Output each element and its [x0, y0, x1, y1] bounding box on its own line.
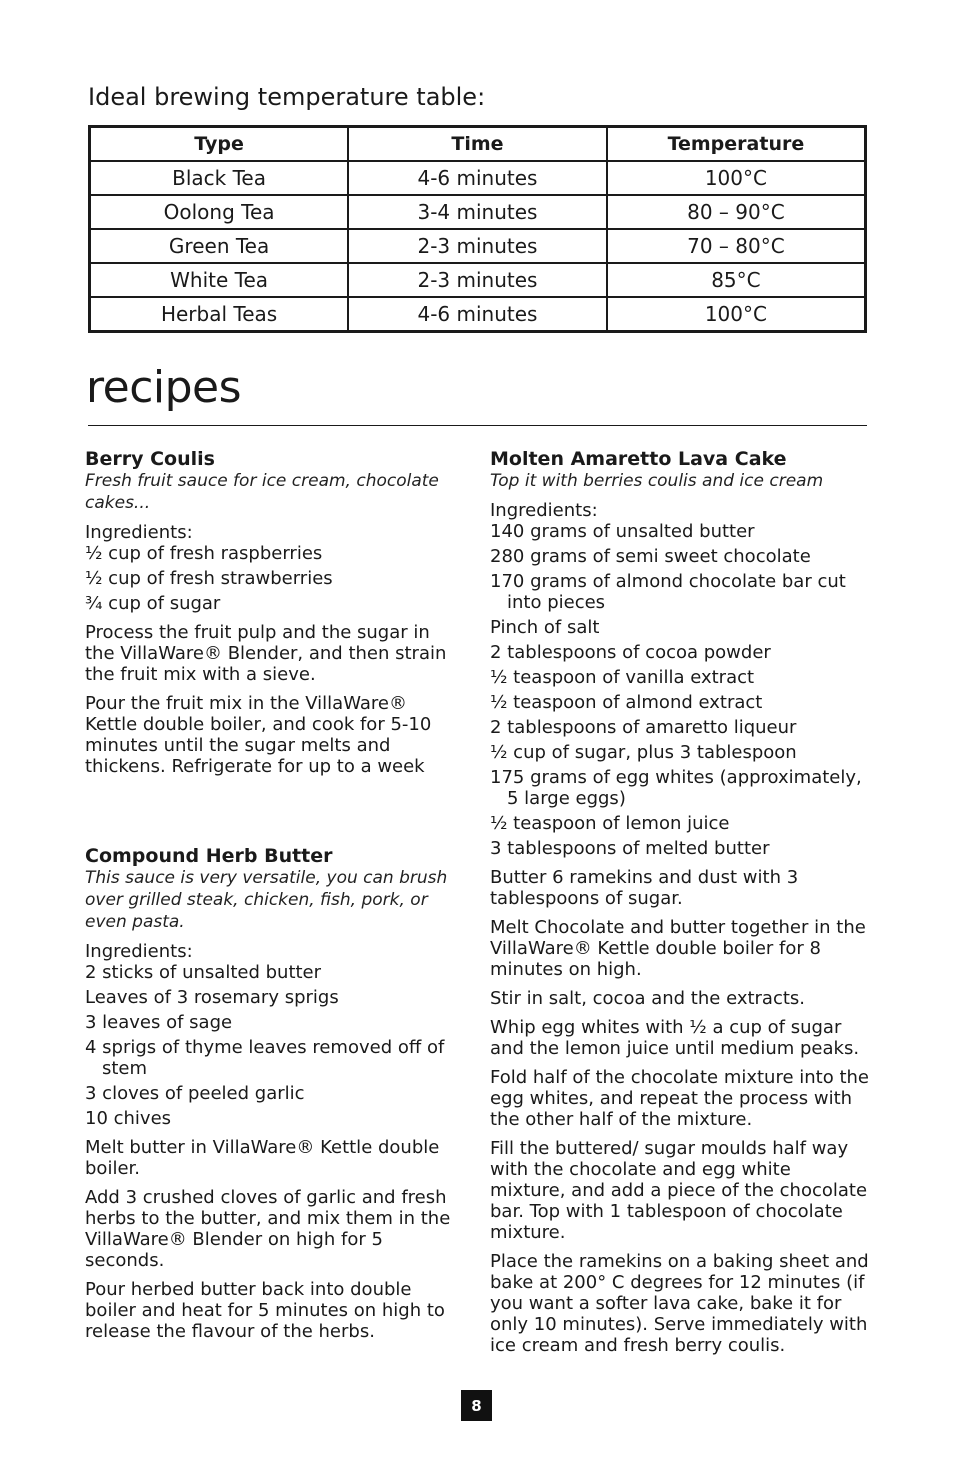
- ingredients-label: Ingredients:: [85, 941, 193, 962]
- header-type: Type: [90, 127, 349, 162]
- list-item: ½ cup of fresh strawberries: [85, 568, 333, 589]
- list-item: 3 leaves of sage: [85, 1012, 233, 1033]
- table-row: [90, 263, 866, 297]
- page-number: 8: [461, 1390, 492, 1421]
- cell-time: 2-3 minutes: [348, 229, 607, 263]
- recipe-step: Fill the buttered/ sugar moulds half way with the chocolate and egg white mixture, and add a piece of the chocolate bar. Top with 1 tablespoon of chocolate mixture.: [490, 1138, 868, 1243]
- cell-type: Green Tea: [90, 229, 349, 263]
- recipe-step: Butter 6 ramekins and dust with 3 tablespoons of sugar.: [490, 867, 799, 909]
- recipe-step: Melt butter in VillaWare® Kettle double boiler.: [85, 1137, 440, 1179]
- list-item: ½ cup of sugar, plus 3 tablespoon: [490, 742, 797, 763]
- cell-type: Oolong Tea: [90, 195, 349, 229]
- recipe-subtitle: This sauce is very versatile, you can brush over grilled steak, chicken, fish, pork, or even pasta.: [85, 868, 448, 932]
- recipe-molten-amaretto-lava-cake: [490, 448, 870, 1356]
- brew-table-title: Ideal brewing temperature table:: [88, 83, 486, 111]
- list-item: ½ teaspoon of lemon juice: [490, 813, 730, 834]
- recipe-berry-coulis: [85, 448, 463, 777]
- list-item: 175 grams of egg whites (approximately, 5 large eggs): [490, 767, 862, 809]
- list-item: 2 tablespoons of amaretto liqueur: [490, 717, 797, 738]
- table-row: [90, 195, 866, 229]
- brew-temperature-table: [88, 125, 867, 333]
- recipe-step: Add 3 crushed cloves of garlic and fresh herbs to the butter, and mix them in the VillaWare® Blender on high for 5 seconds.: [85, 1187, 451, 1271]
- list-item: ½ teaspoon of almond extract: [490, 692, 763, 713]
- cell-type: Black Tea: [90, 161, 349, 195]
- list-item: ¾ cup of sugar: [85, 593, 221, 614]
- header-time: Time: [348, 127, 607, 162]
- recipe-title: Molten Amaretto Lava Cake: [490, 448, 787, 470]
- cell-temperature: 85°C: [607, 263, 866, 297]
- ingredient-list: [490, 521, 870, 859]
- recipe-subtitle: Fresh fruit sauce for ice cream, chocolate cakes...: [85, 471, 439, 513]
- recipe-step: Pour the fruit mix in the VillaWare® Kettle double boiler, and cook for 5-10 minutes until the sugar melts and thickens. Refrigerate for up to a week: [85, 693, 432, 777]
- cell-temperature: 70 – 80°C: [607, 229, 866, 263]
- table-row: [90, 297, 866, 332]
- list-item: 10 chives: [85, 1108, 172, 1129]
- recipe-title: Berry Coulis: [85, 448, 215, 470]
- recipe-subtitle: Top it with berries coulis and ice cream: [490, 471, 824, 491]
- list-item: 4 sprigs of thyme leaves removed off of stem: [85, 1037, 445, 1079]
- recipe-step: Process the fruit pulp and the sugar in the VillaWare® Blender, and then strain the fruit mix with a sieve.: [85, 622, 447, 685]
- recipe-compound-herb-butter: [85, 845, 463, 1342]
- ingredients-label: Ingredients:: [85, 522, 193, 543]
- recipe-step: Fold half of the chocolate mixture into the egg whites, and repeat the process with the other half of the mixture.: [490, 1067, 870, 1130]
- recipe-step: Melt Chocolate and butter together in the VillaWare® Kettle double boiler for 8 minutes on high.: [490, 917, 866, 980]
- ingredient-list: [85, 543, 463, 614]
- recipe-step: Whip egg whites with ½ a cup of sugar and the lemon juice until medium peaks.: [490, 1017, 860, 1059]
- ingredients-label: Ingredients:: [490, 500, 598, 521]
- table-row: [90, 229, 866, 263]
- cell-time: 4-6 minutes: [348, 297, 607, 332]
- list-item: 3 tablespoons of melted butter: [490, 838, 770, 859]
- section-title: recipes: [86, 362, 242, 413]
- list-item: Pinch of salt: [490, 617, 600, 638]
- recipe-title: Compound Herb Butter: [85, 845, 333, 867]
- list-item: 3 cloves of peeled garlic: [85, 1083, 305, 1104]
- spacer: [85, 777, 463, 845]
- cell-temperature: 100°C: [607, 297, 866, 332]
- section-divider: [88, 425, 867, 426]
- cell-time: 4-6 minutes: [348, 161, 607, 195]
- cell-temperature: 80 – 90°C: [607, 195, 866, 229]
- cell-temperature: 100°C: [607, 161, 866, 195]
- cell-type: White Tea: [90, 263, 349, 297]
- list-item: 280 grams of semi sweet chocolate: [490, 546, 811, 567]
- ingredient-list: [85, 962, 463, 1129]
- recipe-step: Stir in salt, cocoa and the extracts.: [490, 988, 806, 1009]
- list-item: ½ teaspoon of vanilla extract: [490, 667, 755, 688]
- list-item: Leaves of 3 rosemary sprigs: [85, 987, 339, 1008]
- right-column: [490, 448, 870, 1356]
- list-item: 170 grams of almond chocolate bar cut into pieces: [490, 571, 846, 613]
- list-item: 2 tablespoons of cocoa powder: [490, 642, 771, 663]
- cell-time: 3-4 minutes: [348, 195, 607, 229]
- recipe-step: Place the ramekins on a baking sheet and bake at 200° C degrees for 12 minutes (if you want a softer lava cake, bake it for only 10 minutes). Serve immediately with ice cream and fresh berry coulis.: [490, 1251, 869, 1356]
- header-temperature: Temperature: [607, 127, 866, 162]
- left-column: [85, 448, 463, 1342]
- cell-time: 2-3 minutes: [348, 263, 607, 297]
- cell-type: Herbal Teas: [90, 297, 349, 332]
- table-row: [90, 161, 866, 195]
- table-header-row: [90, 127, 866, 162]
- recipe-step: Pour herbed butter back into double boiler and heat for 5 minutes on high to release the flavour of the herbs.: [85, 1279, 445, 1342]
- list-item: 140 grams of unsalted butter: [490, 521, 755, 542]
- list-item: ½ cup of fresh raspberries: [85, 543, 323, 564]
- list-item: 2 sticks of unsalted butter: [85, 962, 322, 983]
